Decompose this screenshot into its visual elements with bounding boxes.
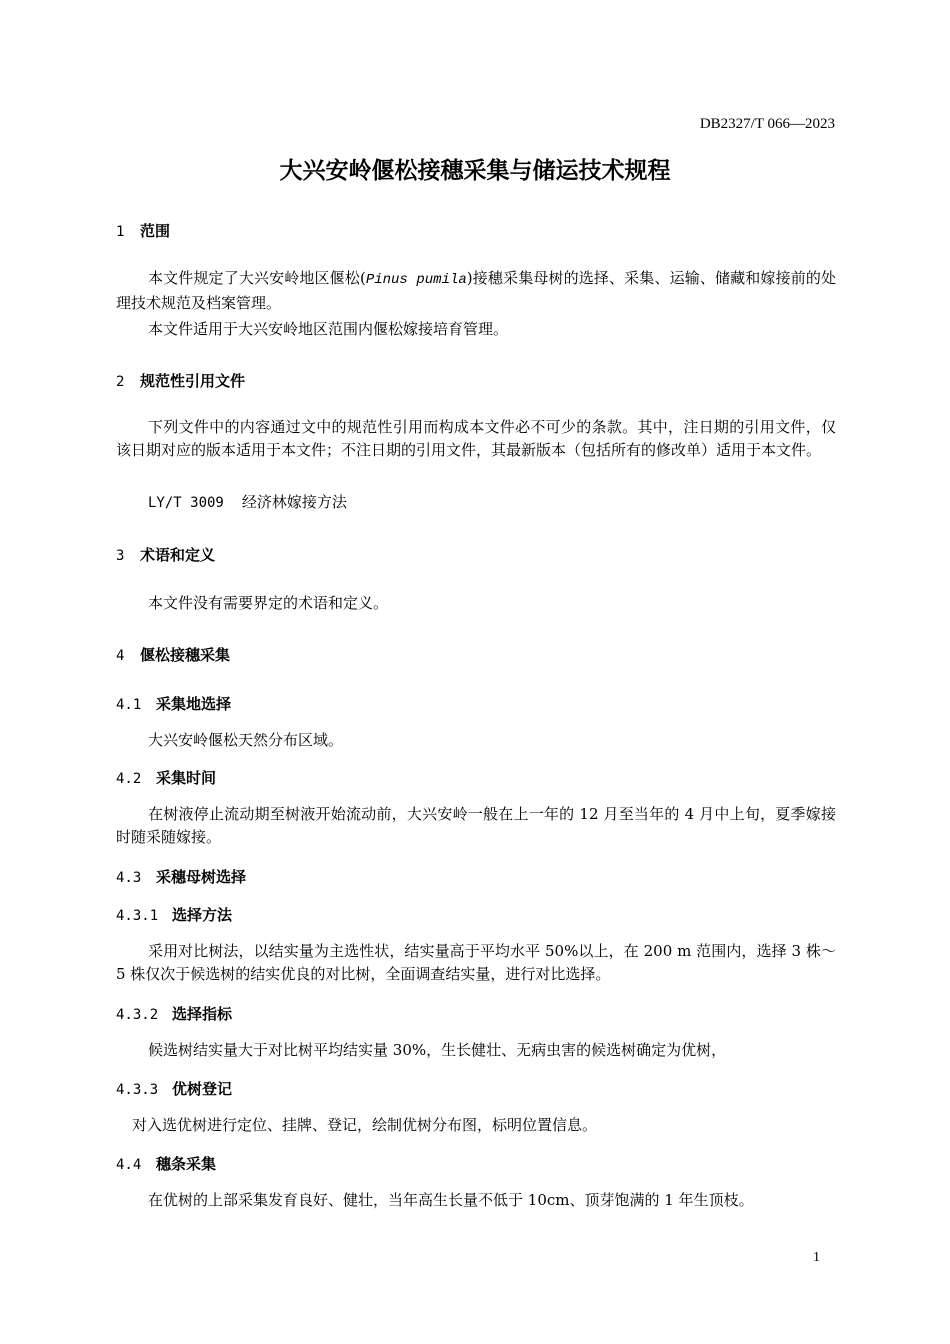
section-2-heading [116,370,245,391]
section-title: 优树登记 [172,1080,233,1098]
section-number: 1 [116,224,125,240]
section-2-paragraph-1: 下列文件中的内容通过文中的规范性引用而构成本文件必不可少的条款。其中，注日期的引用文件，仅该日期对应的版本适用于本文件；不注日期的引用文件，其最新版本（包括所有的修改单）适用于本文件。 [116,418,836,459]
document-code: DB2327/T 066—2023 [699,116,835,132]
section-number: 2 [116,374,125,390]
section-4-3-2-heading [116,1003,232,1024]
section-4-2-heading [116,767,216,788]
reference-title: 经济林嫁接方法 [241,493,347,511]
section-4-heading [116,644,230,665]
section-title: 范围 [140,222,171,240]
text-run: )接穗采集母树的选择、采集、运输、储藏和嫁接前的处理技术规范及档案管理。 [116,269,836,312]
section-title: 采集时间 [156,769,217,787]
section-title: 术语和定义 [140,546,216,564]
section-4-1-paragraph: 大兴安岭偃松天然分布区域。 [148,731,344,749]
page-title: 大兴安岭偃松接穗采集与储运技术规程 [279,158,671,184]
section-1-paragraph-2: 本文件适用于大兴安岭地区范围内偃松嫁接培育管理。 [148,320,509,338]
section-4-3-3-paragraph: 对入选优树进行定位、挂牌、登记，绘制优树分布图，标明位置信息。 [132,1116,598,1134]
normative-reference [116,491,836,515]
latin-name: Pinus pumila [365,272,467,288]
section-4-3-3-heading [116,1078,232,1099]
section-title: 穗条采集 [156,1155,217,1173]
section-4-2-paragraph: 在树液停止流动期至树液开始流动前，大兴安岭一般在上一年的 12 月至当年的 4 月中上旬，夏季嫁接时随采随嫁接。 [116,805,836,846]
section-number: 4.2 [116,771,142,787]
section-4-3-1-paragraph: 采用对比树法，以结实量为主选性状，结实量高于平均水平 50%以上，在 200 m 范围内，选择 3 株～5 株仅次于候选树的结实优良的对比树，全面调查结实量，进行对比选择。 [116,942,836,983]
section-title: 采集地选择 [156,695,232,713]
section-number: 4.1 [116,697,142,713]
section-1-heading [116,220,170,241]
section-1-paragraph-1 [116,267,836,315]
section-title: 选择指标 [172,1005,233,1023]
reference-code: LY/T 3009 [148,495,224,511]
text-run: 本文件规定了大兴安岭地区偃松( [148,269,366,287]
section-number: 4.3.3 [116,1082,159,1098]
section-number: 4.4 [116,1157,142,1173]
section-4-3-2-paragraph: 候选树结实量大于对比树平均结实量 30%，生长健壮、无病虫害的候选树确定为优树， [148,1041,727,1059]
section-number: 4 [116,648,125,664]
section-4-4-paragraph: 在优树的上部采集发育良好、健壮，当年高生长量不低于 10cm、顶芽饱满的 1 年生顶枝。 [148,1191,754,1209]
section-4-3-heading [116,866,246,887]
section-title: 偃松接穗采集 [140,646,231,664]
section-3-heading [116,544,215,565]
section-number: 4.3 [116,870,142,886]
section-title: 规范性引用文件 [140,372,246,390]
page-number: 1 [813,1250,820,1265]
section-3-paragraph-1: 本文件没有需要界定的术语和定义。 [148,594,389,612]
section-4-3-1-heading [116,904,232,925]
section-number: 4.3.2 [116,1007,159,1023]
section-4-4-heading [116,1153,216,1174]
section-number: 4.3.1 [116,908,159,924]
section-4-1-heading [116,693,231,714]
section-number: 3 [116,548,125,564]
section-title: 选择方法 [172,906,233,924]
section-title: 采穗母树选择 [156,868,247,886]
